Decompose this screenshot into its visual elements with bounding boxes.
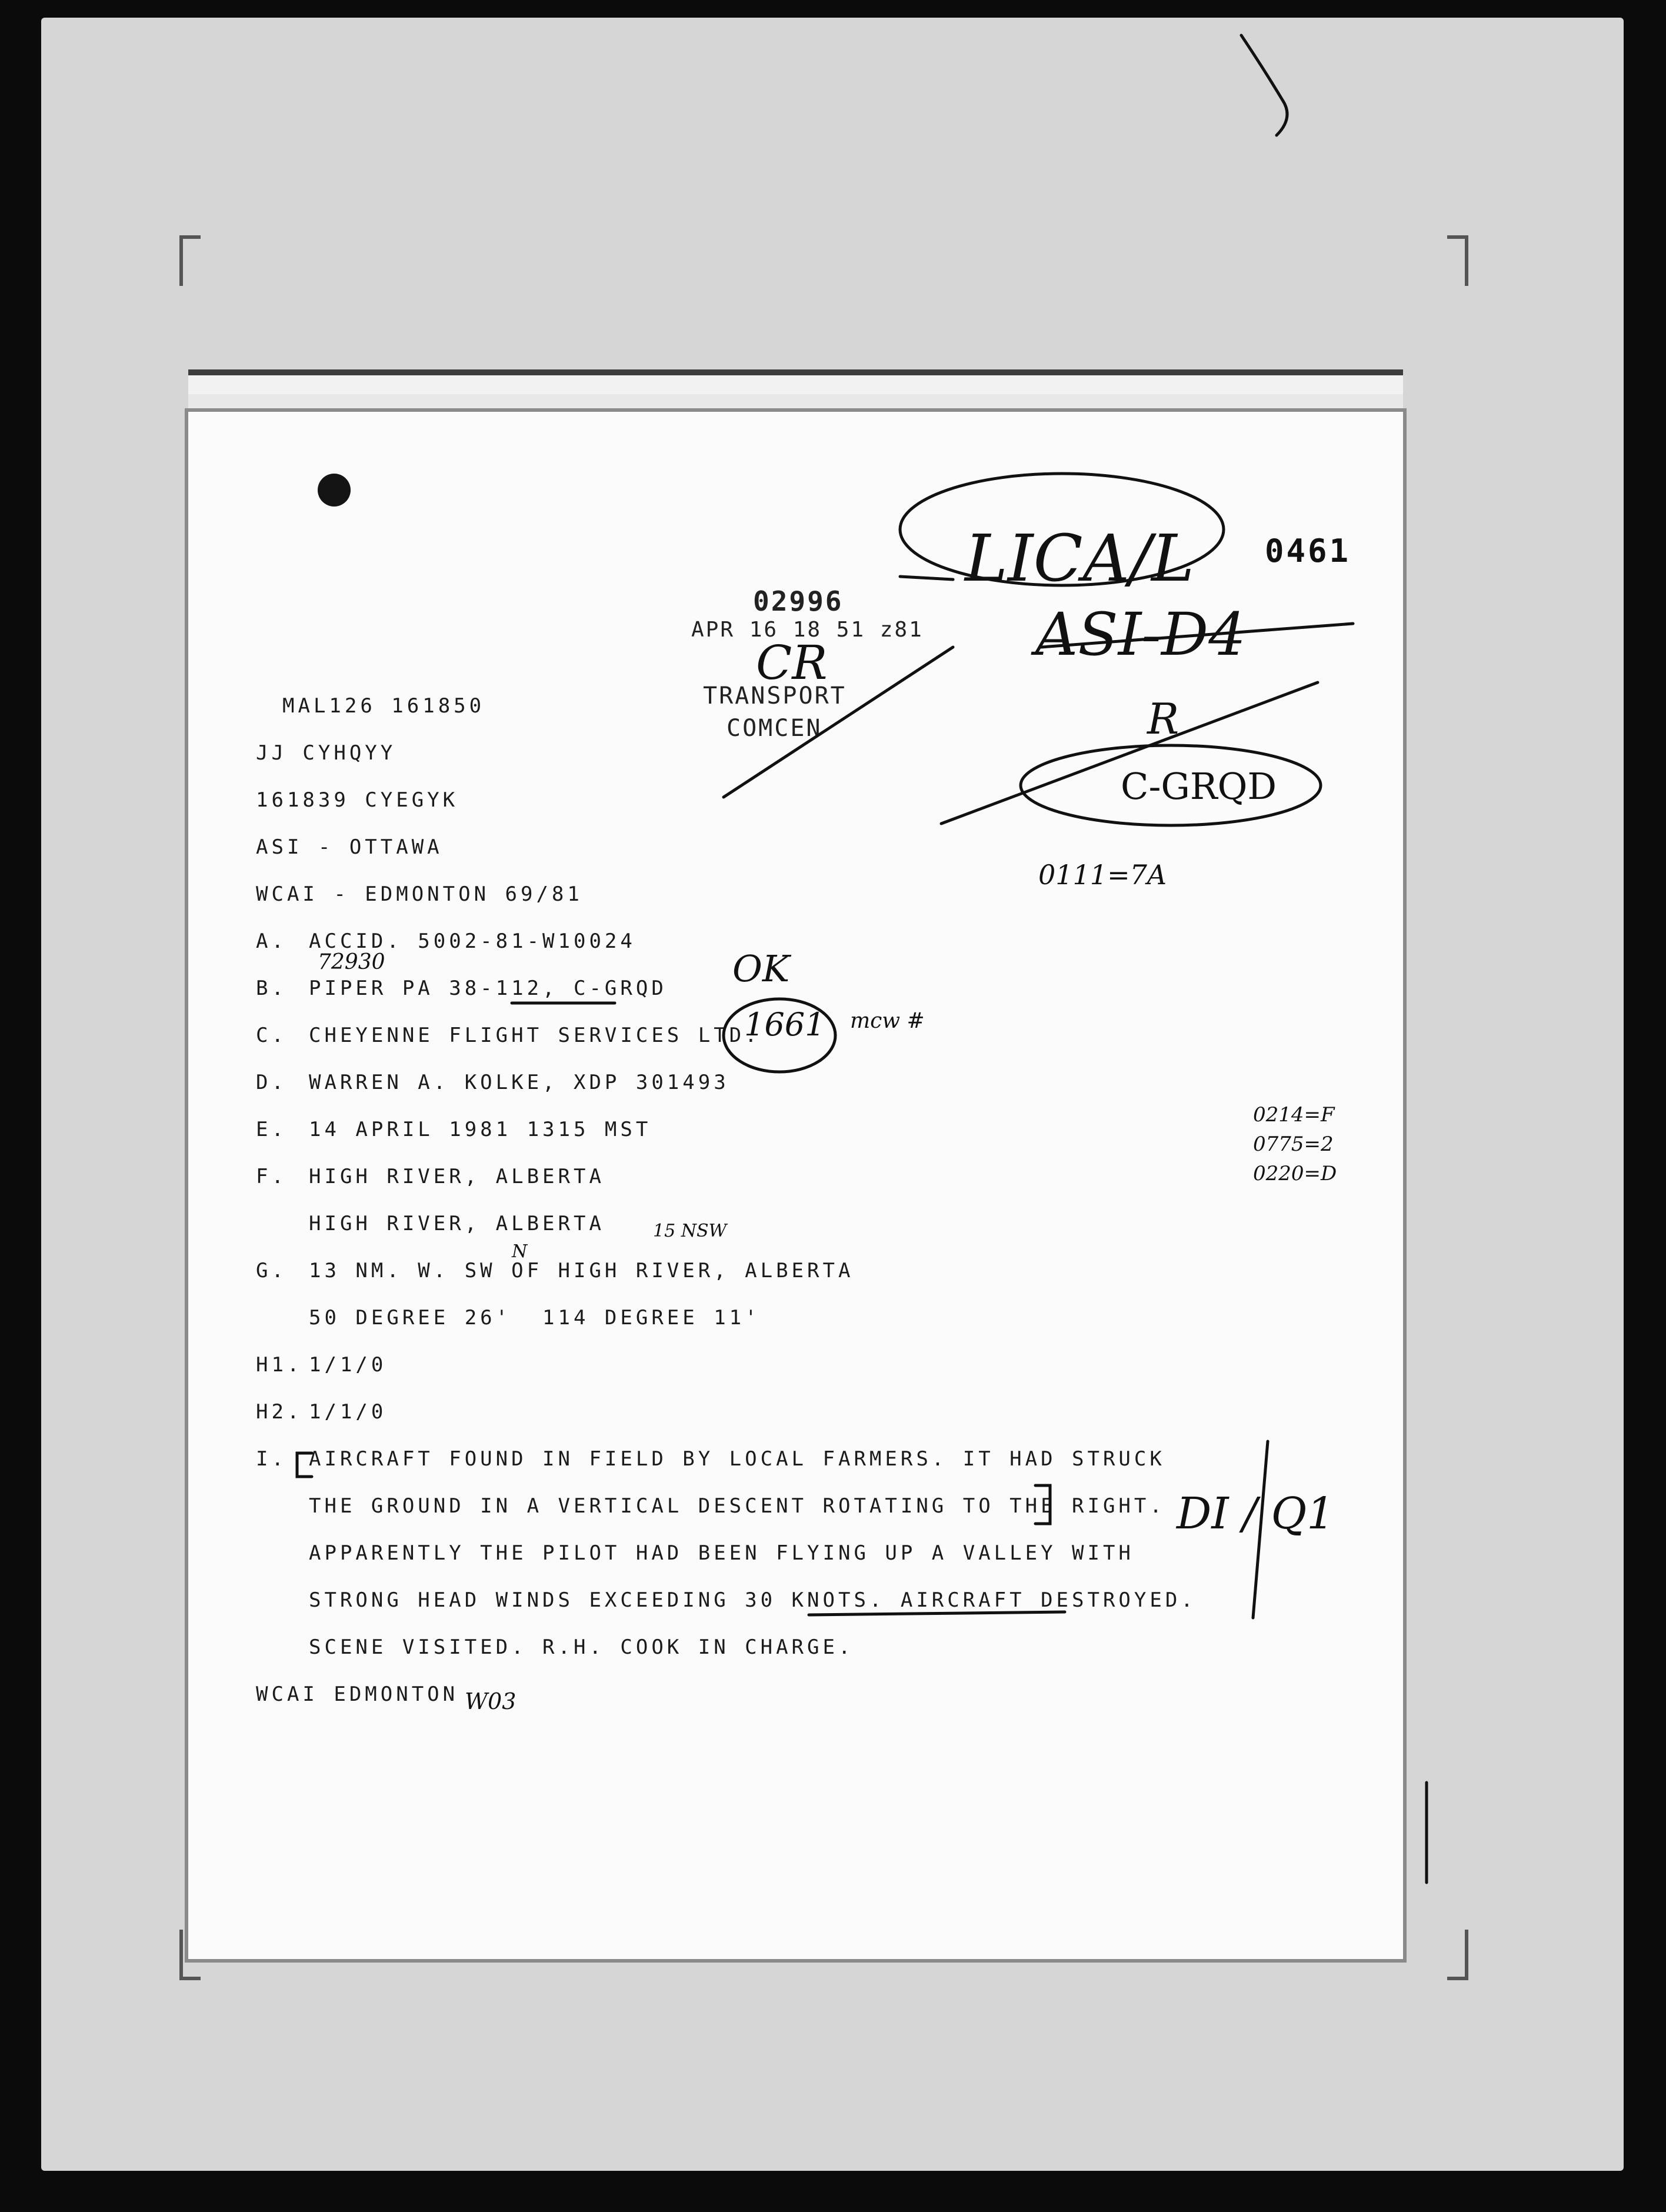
telex-item-text: WARREN A. KOLKE, XDP 301493 [309, 1071, 729, 1094]
handwritten-file-code: LICA/L [965, 521, 1195, 596]
registration-circle [1021, 745, 1321, 825]
struck-code-strike [1041, 624, 1353, 647]
handwritten-distance-note: 15 NSW [653, 1221, 727, 1241]
document-number: 0461 [1265, 532, 1351, 569]
handwritten-footer-note: W03 [465, 1688, 517, 1714]
stamp-strike [724, 647, 953, 797]
telex-item-text: 13 NM. W. SW OF HIGH RIVER, ALBERTA [309, 1259, 854, 1282]
handwritten-code-f: 0214=F [1253, 1103, 1335, 1127]
telex-item-key: H2. [256, 1400, 303, 1424]
handwritten-initials: R [1147, 694, 1179, 744]
telex-header: MAL126 161850 [282, 694, 485, 718]
stamp-dept-line2: COMCEN [727, 715, 822, 742]
handwritten-stamp-initials: CR [756, 635, 828, 690]
telex-item-text: APPARENTLY THE PILOT HAD BEEN FLYING UP A VALLEY WITH [309, 1541, 1134, 1565]
handwritten-struck-code: ASI-D4 [1035, 600, 1246, 669]
item-i-bracket-open [297, 1453, 312, 1477]
item-i-bracket-close [1035, 1485, 1050, 1524]
handwritten-direction-n: N [512, 1241, 528, 1262]
handwritten-division: DI / Q1 [1177, 1488, 1335, 1539]
handwritten-code-2: 0775=2 [1253, 1132, 1334, 1156]
telex-item-text: AIRCRAFT FOUND IN FIELD BY LOCAL FARMERS. IT HAD STRUCK [309, 1447, 1165, 1471]
telex-to: ASI - OTTAWA [256, 835, 443, 859]
telex-item-key: C. [256, 1024, 287, 1047]
telex-item-text: CHEYENNE FLIGHT SERVICES LTD. [309, 1024, 761, 1047]
file-code-pointer [900, 577, 953, 579]
handwritten-file-ref: 0111=7A [1038, 859, 1167, 891]
handwritten-ok-mark: OK [732, 947, 790, 990]
division-stroke [1253, 1441, 1268, 1618]
telex-signoff: WCAI EDMONTON [256, 1683, 459, 1706]
corner-scribble [1241, 35, 1287, 135]
telex-priority: JJ CYHQYY [256, 741, 396, 765]
stamp-date-time: APR 16 18 51 z81 [691, 618, 924, 642]
telex-item-text: HIGH RIVER, ALBERTA [309, 1212, 605, 1235]
handwritten-registration: C-GRQD [1121, 765, 1277, 808]
telex-item-text: 1/1/0 [309, 1353, 387, 1377]
handwritten-time-note: 72930 [318, 950, 385, 974]
telex-item-text: SCENE VISITED. R.H. COOK IN CHARGE. [309, 1635, 854, 1659]
telex-item-text: THE GROUND IN A VERTICAL DESCENT ROTATING TO THE RIGHT. [309, 1494, 1165, 1518]
telex-item-key: E. [256, 1118, 287, 1141]
destroyed-underline [809, 1612, 1065, 1615]
telex-item-text: 50 DEGREE 26' 114 DEGREE 11' [309, 1306, 761, 1330]
telex-item-text: 14 APRIL 1981 1315 MST [309, 1118, 652, 1141]
telex-origin: 161839 CYEGYK [256, 788, 459, 812]
telex-item-text: HIGH RIVER, ALBERTA [309, 1165, 605, 1188]
telex-item-text: PIPER PA 38-112, C-GRQD [309, 977, 667, 1000]
telex-item-key: H1. [256, 1353, 303, 1377]
telex-item-key: D. [256, 1071, 287, 1094]
number-circle [724, 999, 835, 1072]
file-code-circle [900, 474, 1224, 585]
handwritten-number-circled: 1661 [744, 1006, 825, 1043]
telex-item-key: A. [256, 930, 287, 953]
stamp-serial: 02996 [753, 585, 844, 617]
telex-item-key: I. [256, 1447, 287, 1471]
telex-from: WCAI - EDMONTON 69/81 [256, 882, 583, 906]
telex-item-key: F. [256, 1165, 287, 1188]
telex-item-text: ACCID. 5002-81-W10024 [309, 930, 636, 953]
telex-item-text: STRONG HEAD WINDS EXCEEDING 30 KNOTS. AIRCRAFT DESTROYED. [309, 1588, 1197, 1612]
stamp-dept-line1: TRANSPORT [703, 682, 847, 709]
telex-item-key: G. [256, 1259, 287, 1282]
handwritten-number-note: mcw # [850, 1009, 925, 1033]
telex-item-text: 1/1/0 [309, 1400, 387, 1424]
handwritten-code-d: 0220=D [1253, 1162, 1337, 1185]
telex-item-key: B. [256, 977, 287, 1000]
